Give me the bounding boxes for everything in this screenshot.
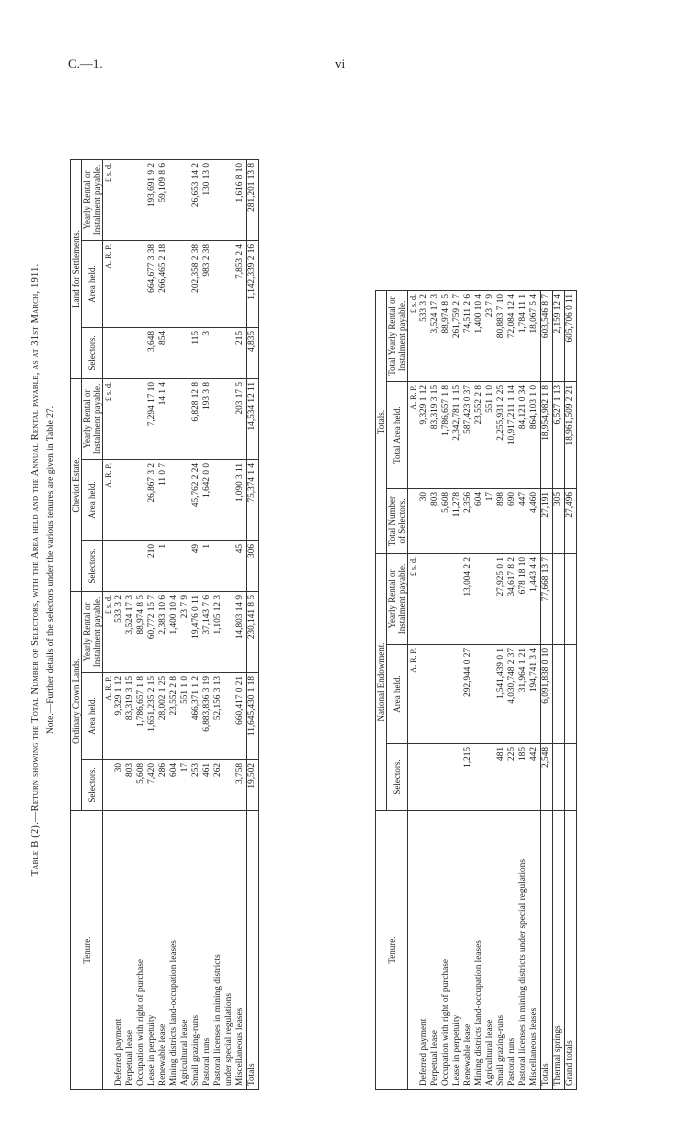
cell-value xyxy=(114,541,125,592)
unit-arp: A. R. P. xyxy=(408,382,420,489)
cell-value xyxy=(485,645,496,744)
cell-value: 551 1 0 xyxy=(180,673,191,760)
cell-value xyxy=(125,541,136,592)
cell-value xyxy=(169,379,180,460)
cell-value: 9,329 1 12 xyxy=(114,673,125,760)
unit-arp: A. R. P. xyxy=(103,241,115,328)
cell-value: 210 xyxy=(147,541,158,592)
cell-value: 2,383 10 6 xyxy=(158,592,169,673)
cell-value: 11,645,430 1 18 xyxy=(247,673,259,760)
group-land-for-settlements: Land for Settlements. xyxy=(71,160,82,379)
cell-value: 30 xyxy=(419,489,430,554)
cell-value xyxy=(169,460,180,541)
table-row xyxy=(235,160,247,1090)
cell-value xyxy=(169,541,180,592)
cell-value xyxy=(125,328,136,379)
cell-value: 225 xyxy=(507,744,518,811)
cell-value: 75,374 1 4 xyxy=(247,460,259,541)
cell-value xyxy=(136,328,147,379)
cell-value: 2,255,931 2 25 xyxy=(496,382,507,489)
tenure-label: Pastoral licenses in mining districts under special regulations xyxy=(518,811,529,1090)
cell-value: 983 2 38 xyxy=(202,241,213,328)
cell-value xyxy=(419,645,430,744)
tenure-label: Pastoral licenses in mining districts xyxy=(213,811,224,1090)
cell-value xyxy=(224,241,235,328)
tenure-label: Miscellaneous leases xyxy=(529,811,541,1090)
cell-value: 664,677 3 38 xyxy=(147,241,158,328)
cell-value: 27,496 xyxy=(565,489,577,554)
table-row xyxy=(452,291,463,1090)
table-title-text: Return showing the Total Number of Selectors, with the Area held and the Annual Rental payable, as at 31st March, 1911. xyxy=(30,263,41,812)
cell-value xyxy=(213,460,224,541)
cell-value: 18,067 5 4 xyxy=(529,291,541,382)
cell-value xyxy=(224,673,235,760)
cell-value: 1 xyxy=(158,541,169,592)
tenure-label: Agricultural lease xyxy=(485,811,496,1090)
cell-value: 5,608 xyxy=(441,489,452,554)
cell-value: 1,786,657 1 8 xyxy=(441,382,452,489)
cell-value: 854 xyxy=(158,328,169,379)
cell-value: 281,201 13 8 xyxy=(247,160,259,241)
cell-value: 1,215 xyxy=(463,744,474,811)
page-header-left: C.—1. xyxy=(68,56,103,71)
cell-value xyxy=(553,744,565,811)
table-row xyxy=(463,291,474,1090)
grand-totals-row xyxy=(565,291,577,1090)
table-row xyxy=(518,291,529,1090)
cell-value: 587,423 0 37 xyxy=(463,382,474,489)
cell-value xyxy=(180,379,191,460)
rotated-page-content xyxy=(30,50,670,1090)
cell-value xyxy=(224,592,235,673)
cell-value: 72,084 12 4 xyxy=(507,291,518,382)
row-label: Totals xyxy=(541,811,553,1090)
cell-value: 286 xyxy=(158,760,169,811)
cell-value xyxy=(224,379,235,460)
cell-value: 803 xyxy=(125,760,136,811)
tenure-label: Renewable lease xyxy=(463,811,474,1090)
table-row xyxy=(114,160,125,1090)
row-label: Thermal springs xyxy=(553,811,565,1090)
cell-value xyxy=(114,379,125,460)
table-row xyxy=(419,291,430,1090)
cell-value: 14,534 12 11 xyxy=(247,379,259,460)
tenure-label: under special regulations xyxy=(224,811,235,1090)
table-row xyxy=(224,160,235,1090)
cell-value xyxy=(213,379,224,460)
cell-value xyxy=(180,328,191,379)
cell-value: 23 7 9 xyxy=(180,592,191,673)
cell-value: 13,004 2 2 xyxy=(463,554,474,645)
col-selectors: Selectors. xyxy=(387,744,408,811)
cell-value: 4,460 xyxy=(529,489,541,554)
cell-value: 551 1 0 xyxy=(485,382,496,489)
table-row xyxy=(191,160,202,1090)
col-total-area: Total Area held. xyxy=(387,382,408,489)
cell-value: 4,835 xyxy=(247,328,259,379)
table-row xyxy=(430,291,441,1090)
cell-value: 603,546 8 7 xyxy=(541,291,553,382)
table-title-prefix: Table B (2).— xyxy=(30,811,41,877)
cell-value: 898 xyxy=(496,489,507,554)
cell-value: 1,642 0 0 xyxy=(202,460,213,541)
tenure-label: Deferred payment xyxy=(419,811,430,1090)
col-total-selectors: Total Number of Selectors. xyxy=(387,489,408,554)
cell-value xyxy=(180,160,191,241)
cell-value xyxy=(213,160,224,241)
cell-value xyxy=(474,554,485,645)
cell-value: 604 xyxy=(474,489,485,554)
col-selectors: Selectors. xyxy=(82,760,103,811)
unit-row xyxy=(103,160,115,1090)
cell-value xyxy=(169,328,180,379)
tenure-label: Agricultural lease xyxy=(180,811,191,1090)
cell-value: 26,867 3 2 xyxy=(147,460,158,541)
cell-value xyxy=(224,328,235,379)
cell-value xyxy=(419,744,430,811)
table-row xyxy=(485,291,496,1090)
table-row xyxy=(507,291,518,1090)
cell-value: 202,358 2 38 xyxy=(191,241,202,328)
col-total-rental: Total Yearly Rental or Instalment payable. xyxy=(387,291,408,382)
table-row xyxy=(169,160,180,1090)
cell-value: 1,784 11 1 xyxy=(518,291,529,382)
cell-value xyxy=(485,744,496,811)
cell-value: 803 xyxy=(430,489,441,554)
group-cheviot-estate: Cheviot Estate. xyxy=(71,379,82,592)
cell-value: 3,758 xyxy=(235,760,247,811)
unit-arp: A. R. P. xyxy=(103,460,115,541)
cell-value xyxy=(224,160,235,241)
cell-value: 690 xyxy=(507,489,518,554)
cell-value: 10,917,211 1 14 xyxy=(507,382,518,489)
cell-value: 261,759 2 7 xyxy=(452,291,463,382)
cell-value: 59,109 8 6 xyxy=(158,160,169,241)
table-row xyxy=(158,160,169,1090)
table-note: Note.—Further details of the selectors under the various tenures are given in Table 27. xyxy=(46,405,56,735)
cell-value xyxy=(136,541,147,592)
cell-value xyxy=(125,241,136,328)
cell-value: 466,371 1 2 xyxy=(191,673,202,760)
cell-value: 26,653 14 2 xyxy=(191,160,202,241)
table-row xyxy=(180,160,191,1090)
tenure-label: Renewable lease xyxy=(158,811,169,1090)
cell-value xyxy=(430,645,441,744)
row-label: Grand totals xyxy=(565,811,577,1090)
cell-value: 23 7 9 xyxy=(485,291,496,382)
cell-value: 7,853 2 4 xyxy=(235,241,247,328)
cell-value xyxy=(114,328,125,379)
table-row xyxy=(202,160,213,1090)
table-row xyxy=(125,160,136,1090)
tenure-label: Small grazing-runs xyxy=(191,811,202,1090)
cell-value xyxy=(213,541,224,592)
cell-value: 215 xyxy=(235,328,247,379)
cell-value: 31,964 1 21 xyxy=(518,645,529,744)
cell-value: 4,030,748 2 37 xyxy=(507,645,518,744)
cell-value: 1,142,339 2 16 xyxy=(247,241,259,328)
cell-value xyxy=(114,241,125,328)
tenure-label: Perpetual lease xyxy=(430,811,441,1090)
cell-value: 6,883,836 3 19 xyxy=(202,673,213,760)
tenure-label: Lease in perpetuity xyxy=(452,811,463,1090)
cell-value: 6,091,838 0 10 xyxy=(541,645,553,744)
tenure-label: Mining districts land-occupation leases xyxy=(169,811,180,1090)
cell-value xyxy=(136,160,147,241)
cell-value: 14 1 4 xyxy=(158,379,169,460)
unit-lsd: £ s. d. xyxy=(408,291,420,382)
col-rental: Yearly Rental or Instalment payable. xyxy=(82,592,103,673)
cell-value xyxy=(213,241,224,328)
table-row xyxy=(147,160,158,1090)
totals-row xyxy=(247,160,259,1090)
cell-value: 23,552 2 8 xyxy=(474,382,485,489)
cell-value: 74,511 2 6 xyxy=(463,291,474,382)
cell-value: 18,961,509 2 21 xyxy=(565,382,577,489)
cell-value: 34,617 8 2 xyxy=(507,554,518,645)
cell-value: 305 xyxy=(553,489,565,554)
table-row xyxy=(529,291,541,1090)
tenure-label: Pastoral runs xyxy=(507,811,518,1090)
cell-value: 292,944 0 27 xyxy=(463,645,474,744)
cell-value: 7,294 17 10 xyxy=(147,379,158,460)
cell-value: 533 3 2 xyxy=(419,291,430,382)
tenure-label: Deferred payment xyxy=(114,811,125,1090)
cell-value: 306 xyxy=(247,541,259,592)
cell-value: 2,548 xyxy=(541,744,553,811)
tenure-label: Miscellaneous leases xyxy=(235,811,247,1090)
cell-value xyxy=(452,554,463,645)
unit-lsd: £ s. d. xyxy=(103,592,115,673)
cell-value: 1,400 10 4 xyxy=(474,291,485,382)
cell-value: 19,502 xyxy=(247,760,259,811)
row-label: Totals xyxy=(247,811,259,1090)
table-title xyxy=(30,50,41,1090)
cell-value: 193,691 9 2 xyxy=(147,160,158,241)
cell-value: 88,974 8 5 xyxy=(136,592,147,673)
cell-value xyxy=(213,328,224,379)
cell-value xyxy=(430,554,441,645)
cell-value xyxy=(125,379,136,460)
cell-value: 83,319 3 15 xyxy=(430,382,441,489)
cell-value: 230,141 8 5 xyxy=(247,592,259,673)
table-endowment-totals xyxy=(375,290,577,1090)
table-row xyxy=(441,291,452,1090)
col-rental: Yearly Rental or Instalment payable. xyxy=(387,554,408,645)
cell-value: 130 13 0 xyxy=(202,160,213,241)
cell-value: 1,541,439 0 1 xyxy=(496,645,507,744)
cell-value: 1,400 10 4 xyxy=(169,592,180,673)
cell-value: 18,954,982 1 8 xyxy=(541,382,553,489)
cell-value: 185 xyxy=(518,744,529,811)
cell-value xyxy=(136,460,147,541)
table-main xyxy=(70,159,259,1090)
cell-value: 30 xyxy=(114,760,125,811)
cell-value xyxy=(136,241,147,328)
cell-value xyxy=(565,744,577,811)
tenure-label: Occupation with right of purchase xyxy=(136,811,147,1090)
cell-value: 1 xyxy=(202,541,213,592)
cell-value xyxy=(136,379,147,460)
unit-row xyxy=(408,291,420,1090)
cell-value xyxy=(224,460,235,541)
col-selectors: Selectors. xyxy=(82,541,103,592)
cell-value: 461 xyxy=(202,760,213,811)
col-rental: Yearly Rental or Instalment payable. xyxy=(82,379,103,460)
group-ordinary-crown-lands: Ordinary Crown Lands. xyxy=(71,592,82,811)
unit-lsd: £ s. d. xyxy=(103,160,115,241)
table-row xyxy=(213,160,224,1090)
col-area: Area held. xyxy=(387,645,408,744)
col-area: Area held. xyxy=(82,460,103,541)
unit-lsd: £ s. d. xyxy=(103,379,115,460)
thermal-springs-row xyxy=(553,291,565,1090)
totals-row xyxy=(541,291,553,1090)
cell-value: 115 xyxy=(191,328,202,379)
cell-value: 2,342,781 1 15 xyxy=(452,382,463,489)
col-tenure: Tenure. xyxy=(71,811,103,1090)
cell-value: 45 xyxy=(235,541,247,592)
cell-value: 45,762 2 24 xyxy=(191,460,202,541)
cell-value: 678 18 10 xyxy=(518,554,529,645)
cell-value: 60,772 15 7 xyxy=(147,592,158,673)
cell-value: 84,121 0 34 xyxy=(518,382,529,489)
cell-value: 1,786,657 1 8 xyxy=(136,673,147,760)
cell-value: 27,191 xyxy=(541,489,553,554)
cell-value: 3,648 xyxy=(147,328,158,379)
cell-value: 203 17 5 xyxy=(235,379,247,460)
unit-arp: A. R. P. xyxy=(408,645,420,744)
cell-value: 7,420 xyxy=(147,760,158,811)
cell-value: 6,527 1 13 xyxy=(553,382,565,489)
unit-lsd: £ s. d. xyxy=(408,554,420,645)
cell-value xyxy=(169,160,180,241)
cell-value: 447 xyxy=(518,489,529,554)
cell-value xyxy=(180,460,191,541)
tenure-label: Lease in perpetuity xyxy=(147,811,158,1090)
cell-value: 5,608 xyxy=(136,760,147,811)
table-row xyxy=(136,160,147,1090)
tenure-label: Occupation with right of purchase xyxy=(441,811,452,1090)
cell-value: 83,319 3 15 xyxy=(125,673,136,760)
cell-value: 481 xyxy=(496,744,507,811)
cell-value: 80,883 7 10 xyxy=(496,291,507,382)
cell-value: 2,159 12 4 xyxy=(553,291,565,382)
cell-value xyxy=(125,460,136,541)
cell-value: 864,103 1 0 xyxy=(529,382,541,489)
cell-value: 14,803 14 9 xyxy=(235,592,247,673)
cell-value xyxy=(452,744,463,811)
cell-value: 605,706 0 11 xyxy=(565,291,577,382)
cell-value: 1,651,235 2 15 xyxy=(147,673,158,760)
cell-value: 442 xyxy=(529,744,541,811)
group-totals: Totals. xyxy=(376,291,387,554)
cell-value: 23,552 2 8 xyxy=(169,673,180,760)
cell-value xyxy=(224,760,235,811)
cell-value: 1,105 12 3 xyxy=(213,592,224,673)
cell-value xyxy=(114,160,125,241)
tenure-label: Small grazing-runs xyxy=(496,811,507,1090)
cell-value xyxy=(419,554,430,645)
table-row xyxy=(474,291,485,1090)
cell-value xyxy=(474,744,485,811)
cell-value xyxy=(452,645,463,744)
cell-value: 19,476 0 11 xyxy=(191,592,202,673)
tenure-label: Mining districts land-occupation leases xyxy=(474,811,485,1090)
cell-value xyxy=(180,541,191,592)
cell-value: 3,524 17 3 xyxy=(430,291,441,382)
cell-value: 3 xyxy=(202,328,213,379)
cell-value: 52,156 3 13 xyxy=(213,673,224,760)
cell-value: 27,925 0 1 xyxy=(496,554,507,645)
cell-value xyxy=(553,645,565,744)
cell-value xyxy=(441,744,452,811)
cell-value xyxy=(430,744,441,811)
cell-value: 17 xyxy=(180,760,191,811)
cell-value: 28,002 1 25 xyxy=(158,673,169,760)
cell-value: 533 3 2 xyxy=(114,592,125,673)
cell-value: 1,616 8 10 xyxy=(235,160,247,241)
cell-value xyxy=(125,160,136,241)
page-number: vi xyxy=(335,56,346,71)
tenure-label: Perpetual lease xyxy=(125,811,136,1090)
cell-value xyxy=(441,554,452,645)
cell-value: 37,143 7 6 xyxy=(202,592,213,673)
cell-value: 3,524 17 3 xyxy=(125,592,136,673)
cell-value xyxy=(565,645,577,744)
cell-value: 194,741 3 4 xyxy=(529,645,541,744)
cell-value: 193 3 8 xyxy=(202,379,213,460)
cell-value xyxy=(114,460,125,541)
cell-value xyxy=(224,541,235,592)
cell-value: 88,974 8 5 xyxy=(441,291,452,382)
cell-value: 11 0 7 xyxy=(158,460,169,541)
cell-value: 660,417 0 21 xyxy=(235,673,247,760)
cell-value xyxy=(553,554,565,645)
cell-value xyxy=(180,241,191,328)
col-area: Area held. xyxy=(82,241,103,328)
cell-value: 1,090 3 11 xyxy=(235,460,247,541)
table-row xyxy=(496,291,507,1090)
cell-value: 77,668 13 7 xyxy=(541,554,553,645)
cell-value: 9,329 1 12 xyxy=(419,382,430,489)
cell-value: 49 xyxy=(191,541,202,592)
cell-value: 266,465 2 18 xyxy=(158,241,169,328)
cell-value xyxy=(565,554,577,645)
cell-value xyxy=(485,554,496,645)
col-selectors: Selectors. xyxy=(82,328,103,379)
col-tenure: Tenure. xyxy=(376,811,408,1090)
unit-arp: A. R. P. xyxy=(103,673,115,760)
cell-value: 253 xyxy=(191,760,202,811)
cell-value: 6,828 12 8 xyxy=(191,379,202,460)
col-area: Area held. xyxy=(82,673,103,760)
cell-value xyxy=(474,645,485,744)
cell-value: 17 xyxy=(485,489,496,554)
cell-value: 11,278 xyxy=(452,489,463,554)
tenure-label: Pastoral runs xyxy=(202,811,213,1090)
cell-value: 2,356 xyxy=(463,489,474,554)
cell-value xyxy=(441,645,452,744)
cell-value: 604 xyxy=(169,760,180,811)
cell-value: 262 xyxy=(213,760,224,811)
group-national-endowment: National Endowment. xyxy=(376,554,387,811)
col-rental: Yearly Rental or Instalment payable. xyxy=(82,160,103,241)
cell-value: 1,443 4 4 xyxy=(529,554,541,645)
cell-value xyxy=(169,241,180,328)
